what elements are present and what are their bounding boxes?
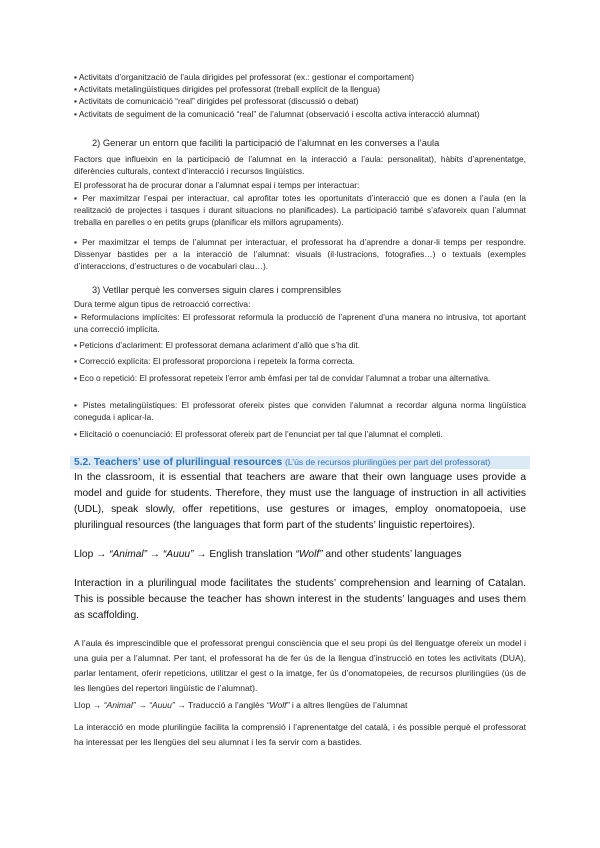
heading-catalan: (L’ús de recursos plurilingües per part del professorat) bbox=[285, 457, 491, 467]
chain-term: “Wolf” bbox=[266, 700, 290, 710]
list-item: ▪ Activitats d’organització de l’aula dirigides pel professorat (ex.: gestionar el comportament) bbox=[74, 72, 414, 82]
list-item: ▪ Per maximitzar l’espai per interactuar, cal aprofitar totes les oportunitats d’interacció que es donen a l’aula (en la realització de projectes i tasques i durant situacions no planificades). La participació també s’afavoreix quan l’alumnat treballa en parelles o en petits grups (planificar els millors agrupaments). bbox=[74, 193, 526, 228]
chain-term: “Auuu” bbox=[162, 549, 194, 560]
chain-text: → bbox=[147, 549, 163, 560]
list-item: ▪ Reformulacions implícites: El professorat reformula la producció de l’aprenent d’una manera no intrusiva, tot aportant una correcció implícita. bbox=[74, 312, 526, 335]
chain-text: Llop → bbox=[74, 549, 110, 560]
section-2-paragraph: El professorat ha de procurar donar a l’alumnat espai i temps per interactuar: bbox=[74, 180, 360, 190]
list-item: ▪ Activitats de comunicació “real” dirigides pel professorat (discussió o debat) bbox=[74, 96, 359, 107]
section-2-paragraph: Factors que influeixin en la participació de l’alumnat en la interacció a l’aula: personalitat), hàbits d’aprenentatge, diferències culturals, context d’interacció i recursos lingüístics. bbox=[74, 154, 526, 177]
chain-term: “Animal” bbox=[109, 549, 148, 560]
chain-term: “Auuu” bbox=[149, 700, 175, 710]
list-item: ▪ Pistes metalingüístiques: El professorat ofereix pistes que conviden l’alumnat a recordar alguna norma lingüística coneguda i aplicar-la. bbox=[74, 400, 526, 423]
catalan-paragraph: A l’aula és imprescindible que el professorat prengui consciència que el seu propi ús del llenguatge ofereix un model i una guia per a l’alumnat. Per tant, el professorat ha de fer ús de la llengua d’instrucció en totes les activitats (DUA), parlar lentament, oferir repeticions, utilitzar el gest o la imatge, fer ús d’onomatopeies, de recursos plurilingües (ús de les llengües del repertori lingüístic de l’alumnat). bbox=[74, 638, 526, 693]
chain-text: and other students’ languages bbox=[322, 549, 462, 560]
list-item: ▪ Eco o repetició: El professorat repeteix l’error amb èmfasi per tal de convidar l’alumnat a trobar una alternativa. bbox=[74, 373, 491, 383]
list-item: ▪ Elicitació o coenunciació: El professorat ofereix part de l’enunciat per tal que l’alumnat el completi. bbox=[74, 429, 443, 439]
english-paragraph: In the classroom, it is essential that teachers are aware that their own language uses provide a model and guide for students. Therefore, they must use the language of instruction in all activities (UDL), speak slowly, offer repetitions, use gestures or images, employ onomatopoeia, use plurilingual resources (the languages that form part of the students’ linguistic repertoires). bbox=[74, 472, 526, 531]
catalan-paragraph: La interacció en mode plurilingüe facilita la comprensió i l’aprenentatge del català, i és possible perquè el professorat ha interessat per les llengües del seu alumnat i les fa servir com a bastides. bbox=[74, 722, 526, 747]
heading-english: 5.2. Teachers’ use of plurilingual resources bbox=[74, 457, 283, 468]
chain-term: “Animal” bbox=[103, 700, 136, 710]
catalan-example-chain bbox=[74, 699, 526, 711]
chain-text: → Traducció a l’anglès bbox=[174, 700, 267, 710]
chain-text: → bbox=[135, 700, 149, 710]
section-2-heading: 2) Generar un entorn que faciliti la participació de l’alumnat en les converses a l’aula bbox=[92, 138, 440, 148]
list-item: ▪ Activitats de seguiment de la comunicació “real” de l’alumnat (observació i escolta activa interacció alumnat) bbox=[74, 108, 480, 119]
chain-text: i a altres llengües de l’alumnat bbox=[289, 700, 408, 710]
list-item: ▪ Peticions d’aclariment: El professorat demana aclariment d’allò que s’ha dit. bbox=[74, 340, 361, 350]
chain-text: Llop → bbox=[74, 700, 104, 710]
chain-text: → English translation bbox=[193, 549, 296, 560]
activity-list bbox=[74, 71, 526, 120]
english-example-chain bbox=[74, 547, 526, 563]
section-5-2-heading bbox=[74, 456, 490, 469]
list-item: ▪ Correcció explícita: El professorat proporciona i repeteix la forma correcta. bbox=[74, 356, 355, 366]
english-paragraph: Interaction in a plurilingual mode facilitates the students’ comprehension and learning of Catalan. This is possible because the teacher has shown interest in the students’ languages and uses them as scaffolding. bbox=[74, 578, 526, 621]
section-3-heading: 3) Vetllar perquè les converses siguin clares i comprensibles bbox=[92, 285, 342, 295]
section-3-intro: Dura terme algun tipus de retroacció correctiva: bbox=[74, 299, 251, 309]
chain-term: “Wolf” bbox=[295, 549, 323, 560]
list-item: ▪ Activitats metalingüístiques dirigides pel professorat (treball explícit de la llengua) bbox=[74, 84, 381, 95]
list-item: ▪ Per maximitzar el temps de l’alumnat per interactuar, el professorat ha d’aprendre a donar-li temps per respondre. Dissenyar bastides per a la interacció de l’alumnat: visuals (il·lustracions, fotografies…) o textuals (exemples d’interaccions, d’estructures o de vocabulari clau…). bbox=[74, 237, 526, 272]
